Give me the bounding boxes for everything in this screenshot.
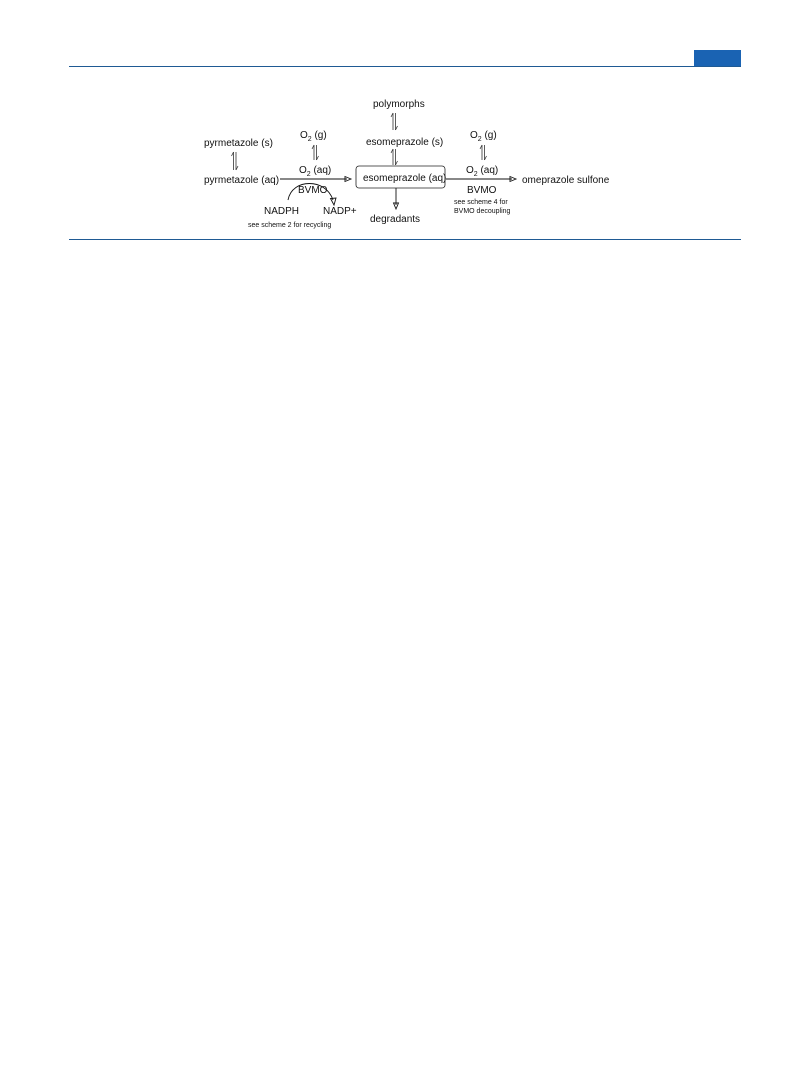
bvmo-right-label: BVMO — [467, 185, 497, 196]
oxygen-right-dissolution-equilibrium-arrow — [480, 145, 487, 160]
overoxidation-arrow-right — [446, 177, 516, 182]
decoupling-note-line-1: see scheme 4 for — [454, 199, 508, 206]
pyrmetazole-aqueous-label: pyrmetazole (aq) — [204, 175, 280, 186]
oxygen-aqueous-right-label: $O_2$ (aq) — [466, 165, 499, 178]
degradants-label: degradants — [370, 214, 421, 225]
degradation-arrow — [394, 188, 399, 209]
recycling-note: see scheme 2 for recycling — [248, 222, 332, 229]
reaction-scheme — [0, 0, 809, 260]
omeprazole-sulfone-label: omeprazole sulfone — [522, 175, 610, 186]
oxidation-arrow-left — [280, 177, 351, 182]
esomeprazole-aqueous-label: esomeprazole (aq) — [363, 173, 447, 184]
nadp-plus-label: NADP+ — [323, 206, 357, 217]
nadph-label: NADPH — [264, 206, 300, 217]
oxygen-aqueous-left-label: $O_2$ (aq) — [299, 165, 332, 178]
decoupling-note-line-2: BVMO decoupling — [454, 208, 511, 215]
esomeprazole-dissolution-equilibrium-arrow — [391, 149, 398, 165]
pyrmetazole-solid-label: pyrmetazole (s) — [204, 138, 273, 149]
oxygen-gas-left-label: $O_2$ (g) — [300, 130, 327, 143]
bvmo-left-label: BVMO — [298, 185, 328, 196]
oxygen-gas-right-label: $O_2$ (g) — [470, 130, 497, 143]
oxygen-left-dissolution-equilibrium-arrow — [312, 145, 319, 160]
polymorphs-label: polymorphs — [373, 99, 425, 110]
esomeprazole-solid-label: esomeprazole (s) — [366, 137, 444, 148]
polymorphs-equilibrium-arrow — [391, 113, 398, 130]
pyrmetazole-dissolution-equilibrium-arrow — [232, 152, 239, 170]
